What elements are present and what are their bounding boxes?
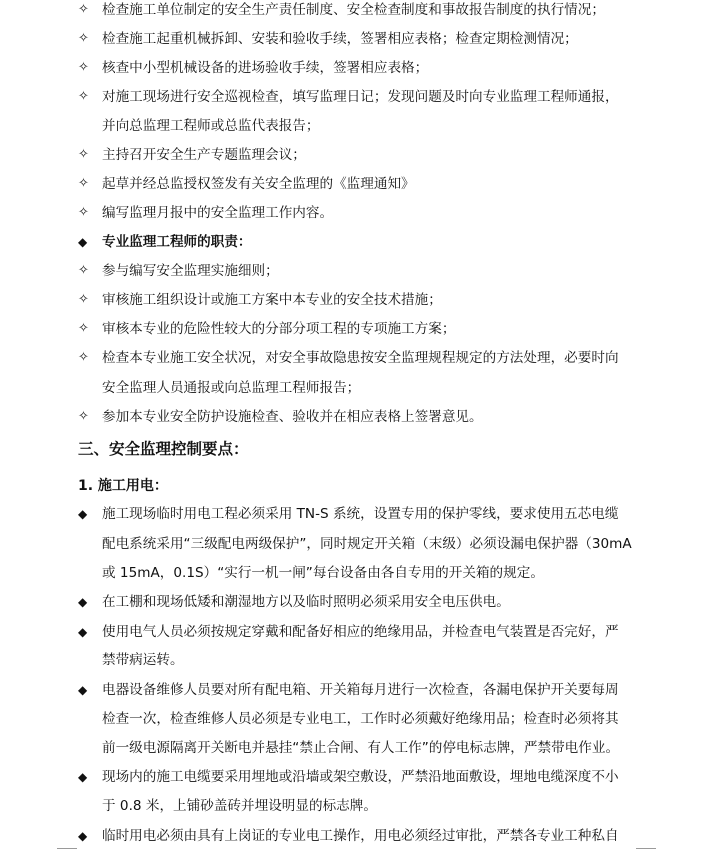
solid-diamond-icon: ◆ xyxy=(78,507,88,521)
duty-line-continued: 安全监理人员通报或向总监理工程师报告； xyxy=(102,380,361,396)
hollow-diamond-icon: ✧ xyxy=(78,89,89,104)
hollow-diamond-icon: ✧ xyxy=(78,147,89,162)
power-item-line-continued: 配电系统采用“三级配电两级保护”，同时规定开关箱（末级）必须设漏电保护器（30mA xyxy=(102,536,632,552)
section-heading: 三、安全监理控制要点： xyxy=(78,440,249,458)
solid-diamond-icon: ◆ xyxy=(78,235,88,249)
power-item-line: 临时用电必须由具有上岗证的专业电工操作，用电必须经过审批，严禁各专业工种私自 xyxy=(102,828,619,844)
power-item-line: 现场内的施工电缆要采用埋地或沿墙或架空敷设，严禁沿地面敷设，埋地电缆深度不小 xyxy=(102,769,619,785)
hollow-diamond-icon: ✧ xyxy=(78,176,89,191)
solid-diamond-icon: ◆ xyxy=(78,625,88,639)
power-item-line: 在工棚和现场低矮和潮湿地方以及临时照明必须采用安全电压供电。 xyxy=(102,594,510,610)
power-item-line-continued: 于 0.8 米，上铺砂盖砖并埋设明显的标志牌。 xyxy=(102,798,377,814)
solid-diamond-icon: ◆ xyxy=(78,770,88,784)
specialist-title: 专业监理工程师的职责： xyxy=(102,234,252,250)
hollow-diamond-icon: ✧ xyxy=(78,409,89,424)
hollow-diamond-icon: ✧ xyxy=(78,292,89,307)
hollow-diamond-icon: ✧ xyxy=(78,205,89,220)
duty-line: 编写监理月报中的安全监理工作内容。 xyxy=(102,205,334,221)
power-item-line: 电器设备维修人员要对所有配电箱、开关箱每月进行一次检查，各漏电保护开关要每周 xyxy=(102,682,619,698)
hollow-diamond-icon: ✧ xyxy=(78,31,89,46)
page-corner-mark xyxy=(57,848,77,857)
duty-line-continued: 并向总监理工程师或总监代表报告； xyxy=(102,118,320,134)
solid-diamond-icon: ◆ xyxy=(78,683,88,697)
duty-line: 检查本专业施工安全状况，对安全事故隐患按安全监理规程规定的方法处理，必要时向 xyxy=(102,350,619,366)
duty-line: 检查施工起重机械拆卸、安装和验收手续，签署相应表格；检查定期检测情况； xyxy=(102,31,578,47)
duty-line: 主持召开安全生产专题监理会议； xyxy=(102,147,306,163)
hollow-diamond-icon: ✧ xyxy=(78,60,89,75)
duty-line: 审核施工组织设计或施工方案中本专业的安全技术措施； xyxy=(102,292,442,308)
duty-line: 核查中小型机械设备的进场验收手续，签署相应表格； xyxy=(102,60,429,76)
power-item-line-continued: 禁带病运转。 xyxy=(102,652,184,668)
solid-diamond-icon: ◆ xyxy=(78,829,88,843)
duty-line: 参与编写安全监理实施细则； xyxy=(102,263,279,279)
solid-diamond-icon: ◆ xyxy=(78,595,88,609)
hollow-diamond-icon: ✧ xyxy=(78,321,89,336)
duty-line: 参加本专业安全防护设施检查、验收并在相应表格上签署意见。 xyxy=(102,409,483,425)
power-item-line-continued: 检查一次，检查维修人员必须是专业电工，工作时必须戴好绝缘用品；检查时必须将其 xyxy=(102,711,619,727)
duty-line: 检查施工单位制定的安全生产责任制度、安全检查制度和事故报告制度的执行情况； xyxy=(102,2,605,18)
power-item-line-continued: 或 15mA，0.1S）“实行一机一闸”每台设备由各自专用的开关箱的规定。 xyxy=(102,565,544,581)
power-item-line: 使用电气人员必须按规定穿戴和配备好相应的绝缘用品，并检查电气装置是否完好，严 xyxy=(102,624,619,640)
subsection-heading: 1. 施工用电： xyxy=(78,478,168,494)
hollow-diamond-icon: ✧ xyxy=(78,350,89,365)
duty-line: 对施工现场进行安全巡视检查，填写监理日记；发现问题及时向专业监理工程师通报， xyxy=(102,89,619,105)
power-item-line: 施工现场临时用电工程必须采用 TN-S 系统，设置专用的保护零线，要求使用五芯电缆 xyxy=(102,506,619,522)
duty-line: 审核本专业的危险性较大的分部分项工程的专项施工方案； xyxy=(102,321,456,337)
hollow-diamond-icon: ✧ xyxy=(78,2,89,17)
hollow-diamond-icon: ✧ xyxy=(78,263,89,278)
page-corner-mark xyxy=(636,848,656,857)
duty-line: 起草并经总监授权签发有关安全监理的《监理通知》 xyxy=(102,176,415,192)
power-item-line-continued: 前一级电源隔离开关断电并悬挂“禁止合闸、有人工作”的停电标志牌，严禁带电作业。 xyxy=(102,740,620,756)
